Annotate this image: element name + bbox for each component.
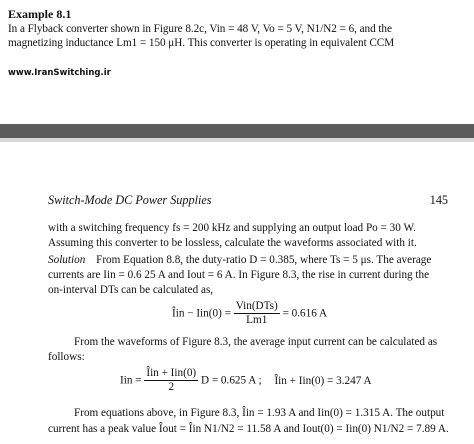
paragraph-1-line-2: Assuming this converter to be lossless, calculate the waveforms associated with it. (48, 237, 417, 249)
eq1-rhs: = 0.616 A (282, 307, 328, 320)
solution-text-1: From Equation 8.8, the duty-ratio D = 0.385, where Ts = 5 μs. The average (96, 254, 432, 266)
eq2-denominator: 2 (168, 381, 175, 393)
eq2-right: Îin + Iin(0) = 3.247 A (274, 374, 372, 387)
eq1-fraction (234, 300, 280, 327)
paragraph-3-line-2: current has a peak value Îout = Îin N1/N2 = 11.58 A and Iout(0) = Iin(0) N1/N2 = 7.89 A. (48, 423, 449, 435)
website-watermark: www.IranSwitching.ir (8, 68, 111, 78)
eq2-mid: D = 0.625 A ; (200, 374, 262, 387)
example-title: Example 8.1 (8, 7, 72, 21)
eq1-lhs: Îin − Iin(0) = (172, 307, 231, 320)
solution-line-3: on-interval DTs can be calculated as, (48, 284, 214, 296)
eq2-lhs: Iin = (120, 374, 142, 387)
eq1-numerator: Vin(DTs) (235, 300, 278, 312)
paragraph-2-line-2: follows: (48, 351, 85, 363)
paragraph-3-line-1: From equations above, in Figure 8.3, Îin = 1.93 A and Iin(0) = 1.315 A. The output (74, 407, 445, 419)
solution-label: Solution (48, 254, 86, 266)
solution-line-2: currents are Iin = 0.6 25 A and Iout = 6 A. In Figure 8.3, the rise in current during the (48, 269, 430, 281)
paragraph-2-line-1: From the waveforms of Figure 8.3, the average input current can be calculated as (74, 336, 438, 348)
equation-1 (172, 300, 327, 327)
eq2-fraction (144, 367, 198, 394)
page-divider-dark (0, 124, 474, 138)
equation-2 (120, 367, 372, 394)
running-head: Switch-Mode DC Power Supplies (48, 193, 212, 207)
example-text-line-1: In a Flyback converter shown in Figure 8.2c, Vin = 48 V, Vo = 5 V, N1/N2 = 6, and the (8, 23, 392, 35)
eq1-denominator: Lm1 (246, 314, 268, 326)
example-text-line-2: magnetizing inductance Lm1 = 150 μH. This converter is operating in equivalent CCM (8, 37, 395, 49)
page-divider-light (0, 138, 474, 142)
solution-line-1 (48, 254, 431, 266)
paragraph-1-line-1: with a switching frequency fs = 200 kHz and supplying an output load Po = 30 W. (48, 222, 416, 234)
page-number: 145 (429, 193, 448, 207)
eq2-numerator: Îin + Iin(0) (146, 367, 197, 379)
